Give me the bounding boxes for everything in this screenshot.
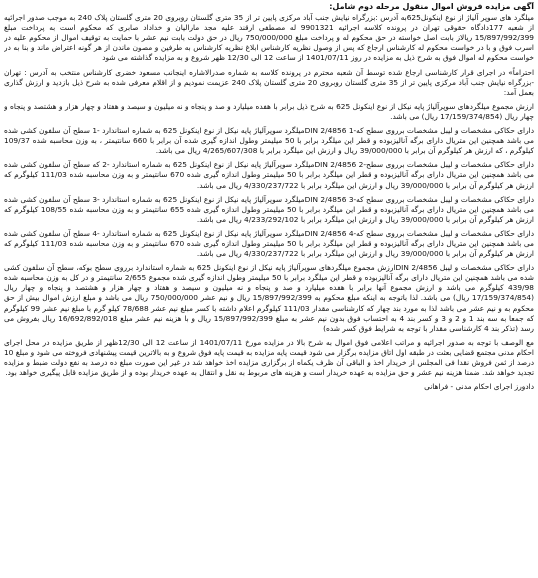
expert-objection-paragraph: احتراماً» در اجرای قرار کارشناسی ارجاع شده توسط آن شعبه محترم در پرونده کلاسه به شماره صدرالاشاره اینجانب مسعود خضری کارشناس منتخب به آدرس : تهران -بزرگراه نیایش جنب آباد مرکزی پایین تر از 35 متری گلستان روبروی 20 متری گلستان پلاک 240 عزیمت نمودیم و از اقلام معرفی شده به شرح ذیل بازدید و ارزش گذاری بعمل آمد: xyxy=(4,67,534,97)
auction-notice xyxy=(4,2,534,574)
list-item: دارای حکاکی مشخصات و لیبل مشخصات برروی سطح که-1 DIN 2/4856میلگرد سوپرآلیاژ پایه نیکل از نوع اینکونل 625 به شماره استاندارد -1 سطح آن سلفون کشی شده می باشد همچنین این متریال دارای برگه آنالیزبوده و قطر این میلگرد برابر با 50 میلیمتر وطول اندازه گیری شده آن برابر با 660 سانتیمتر ، به وزن محاسبه شده 109/37 کیلوگرم ، که ارزش هر کیلوگرم آن برابر با 39/000/000 ریال و ارزش این میلگرد برابر با 4/265/607/308 ریال می باشد. xyxy=(4,126,534,156)
notice-title: آگهی مزایده فروش اموال منقول مرحله دوم شامل: xyxy=(329,2,534,11)
total-value-paragraph: ارزش مجموع میلگردهای سوپرآلیاژ پایه نیکل از نوع اینکونل 625 به شرح ذیل برابر با هفده میلیارد و صد و پنجاه و نه میلیون و سیصد و هفتاد و چهار هزار و هشتصد و پنجاه و چهار ریال (17/159/374/854 ریال) می باشد. xyxy=(4,101,534,121)
list-item: دارای حکاکی مشخصات و لیبل DIN 2/4856ارزش مجموع میلگردهای سوپرآلیاژ پایه نیکل از نوع اینکونل 625 به شماره استاندارد برروی سطح بوکه، سطح آن سلفون کشی شده می باشد همچنین این متریال دارای برگه آنالیزبوده و قطر این میلگرد برابر با 50 میلیمتر وطول اندازه گیری شده مجموع 2/655 سانتیمتر و در کل به وزن محاسبه شده 439/98 کیلوگرم می باشد و ارزش مجموع آنها برابر با هفده میلیارد و صد و پنجاه و نه میلیون و سیصد و هفتاد و چهار هزار و هشتصد و پنجاه و چهار ریال (17/159/374/854 ریال) می باشد. لذا باتوجه به اینکه مبلغ محکوم به 15/897/992/399 ریال و نیم عشر 750/000/000 ریال می باشد و مبلغ ارزش اموال بیش از حق محکوم به و نیم عشر می باشد لذا به مورد بند چهار که کارشناسی مقدار 111/03 کیلوگرم اعلام داشته با کسر مبلغ نیم عشر 78/688 کیلو گرم با مبلغ نیم عشر 99 کیلوگرم که جمعا به سه بند 1 و 2 و 3 و کسر بند 4 به احتساب فوق بدون نیم عشر به مبلغ 15/897/992/399 ریال و با هزینه نیم عشر مبلغ 16/692/892/018 ریال بفروش می رسد (تذکر بند 4 کارشناسی مقدار با توجه به شرایط فوق کسر شده) xyxy=(4,263,534,333)
signature-line: دادورز اجرای احکام مدنی - فراهانی xyxy=(424,382,534,392)
closing-paragraph: مع الوصف با توجه به صدور اجرائیه و مراتب اعلامی فوق اموال به شرح بالا در مزایده مورخ 1401/07/11 از ساعت 12 الی 12/30ظهر از طریق مزایده در محل اجرای احکام مدنی مجتمع قضایی بعثت در طبقه اول اتاق مزایده برگزار می شود قیمت پایه مزایده به قیمت پایه فوق شروع و به بالاترین قیمت پیشنهادی فروخته می شود و مبلغ 10 درصد از ثمن فروش نقدا فی المجلس از خریدار اخذ و الباقی آن ظرف یکماه از برگزاری مزایده اخذ خواهد شد در غیر این صورت مبلغ ده درصد به نفع دولت ضبط و مزایده تجدید خواهد شد. ضمنا هزینه نیم عشر و حق مزایده به عهده خریدار است و هزینه های مربوط به نقل و انتقال به عهده خریدار بوده و از طریق مزایده قابل پیگیری خواهد بود. xyxy=(4,337,534,378)
items-list xyxy=(4,126,534,334)
notice-intro: میلگرد های سوپر آلیاژ از نوع اینکونل625به آدرس :بزرگراه نیایش جنب آباد مرکزی پایین تر از 35 متری گلستان روبروی 20 متری گلستان پلاک 240 به موجب صدور اجرائیه از شعبه 177دادگاه حقوقی تهران در پرونده کلاسه اجرائیه 9901321 له مصطفی ارقند علیه مجد مارالیان و خداداد صابری که محکوم است به پرداخت مبلغ 15/897/992/399 ریالاز بابت اصل خواسته در حق محکوم له و پرداخت مبلغ 750/000/000 ریال در حق دولت بابت نیم عشر با حمایت به توقیف اموال از محکوم علیه در اسرب فوق و با در خواست محکوم له کارشناس ارجاع که پس از وصول نظریه کارشناس ابلاغ نظریه کارشناس به طرفین و مصون ماندن از هر گونه اعتراض ماند و بنا به در خواست محکوم له اموال فوق به شرح ذیل به مزایده در روز 1401/07/11 از ساعت 12 الی 12/30 ظهر شروع و به مزایده گذاشته می شود xyxy=(4,13,534,63)
list-item: دارای حکاکی مشخصات و لیبل مشخصات برروی سطح که-3 DIN 2/4856میلگرد سوپرآلیاژ پایه نیکل از نوع اینکونل 625 به شماره استاندارد -3 سطح آن سلفون کشی شده می باشد همچنین این متریال دارای برگه آنالیزبوده و قطر این میلگرد برابر با 50 میلیمتر وطول اندازه گیری شده 655 سانتیمتر و به وزن محاسبه شده 108/55 کیلوگرم که ارزش هر کیلوگرم آن برابر با 39/000/000 ریال و ارزش این میلگرد برابر با 4/233/292/102 ریال می باشد. xyxy=(4,194,534,224)
list-item: دارای حکاکی مشخصات و لیبل مشخصات برروی سطح که-4 DIN 2/4856میلگرد سوپرآلیاژ پایه نیکل از نوع اینکونل 625 به شماره استاندارد -4 سطح آن سلفون کشی شده می باشد همچنین این متریال دارای برگه آنالیزبوده و قطر این میلگرد برابر با 50 میلیمتر وطول اندازه گیری شده 670 سانتیمتر و به وزن محاسبه شده 111/03 کیلوگرم که ارزش هر کیلوگرم آن برابر با 39/000/000 ریال و ارزش این میلگرد برابر با 4/330/237/722 ریال می باشد. xyxy=(4,228,534,259)
list-item: دارای حکاکی مشخصات و لیبل مشخصات برروی سطح-2 DIN 2/4856میلگرد سوپرآلیاژ پایه نیکل از نوع اینکونل 625 به شماره استاندارد -2 که سطح آن سلفون کشی شده می باشد همچنین این متریال دارای برگه آنالیزبوده و قطر این میلگرد برابر با 50 میلیمتر وطول اندازه گیری شده 670 سانتیمتر و به وزن محاسبه شده 111/03 کیلوگرم که ارزش هر کیلوگرم آن برابر با 39/000/000 ریال و ارزش این میلگرد برابر با 4/330/237/722 ریال می باشد. xyxy=(4,160,534,190)
